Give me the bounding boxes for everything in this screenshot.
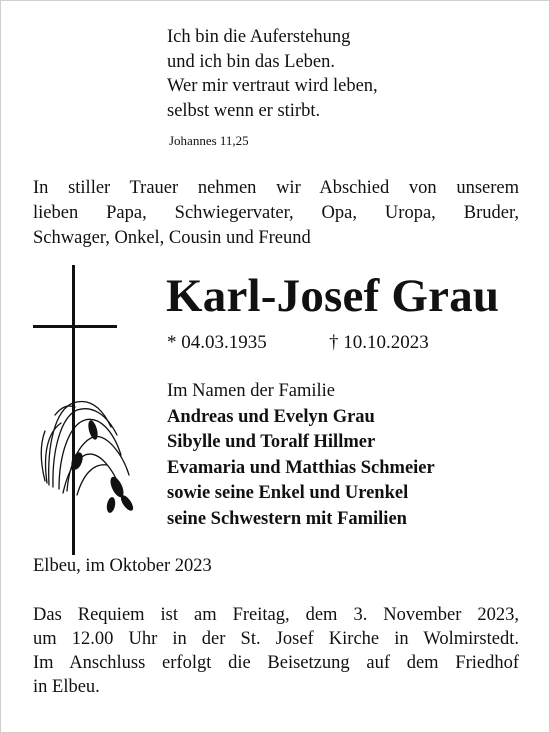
verse-line: selbst wenn er stirbt. [167, 100, 321, 121]
requiem-line: um 12.00 Uhr in der St. Josef Kirche in Wolmirstedt. [33, 629, 519, 649]
family-intro: Im Namen der Familie [167, 381, 335, 401]
intro-text [33, 176, 519, 251]
place-and-date: Elbeu, im Oktober 2023 [33, 556, 212, 576]
requiem-line: Das Requiem ist am Freitag, dem 3. November 2023, [33, 605, 519, 625]
family-member: Sibylle und Toralf Hillmer [167, 432, 376, 452]
requiem-line: Im Anschluss erfolgt die Beisetzung auf dem Friedhof [33, 653, 519, 673]
family-member: seine Schwestern mit Familien [167, 508, 407, 529]
verse-line: und ich bin das Leben. [167, 51, 335, 72]
requiem-line: in Elbeu. [33, 677, 100, 697]
family-block [167, 379, 435, 532]
family-member: Evamaria und Matthias Schmeier [167, 457, 435, 478]
family-member: sowie seine Enkel und Urenkel [167, 483, 409, 503]
intro-line: lieben Papa, Schwiegervater, Opa, Uropa, Bruder, [33, 203, 519, 223]
deceased-name: Karl-Josef Grau [166, 270, 500, 322]
bible-verse [167, 25, 378, 123]
intro-line: In stiller Trauer nehmen wir Abschied von unserem [33, 178, 519, 198]
requiem-info [33, 603, 519, 699]
birth-date: * 04.03.1935 [167, 332, 267, 353]
family-member: Andreas und Evelyn Grau [167, 406, 375, 427]
cross-with-grasses-icon [33, 265, 143, 555]
intro-line: Schwager, Onkel, Cousin und Freund [33, 228, 311, 248]
death-date: † 10.10.2023 [329, 332, 429, 353]
verse-line: Wer mir vertraut wird leben, [167, 76, 378, 96]
verse-line: Ich bin die Auferstehung [167, 27, 351, 47]
verse-reference: Johannes 11,25 [169, 133, 249, 148]
